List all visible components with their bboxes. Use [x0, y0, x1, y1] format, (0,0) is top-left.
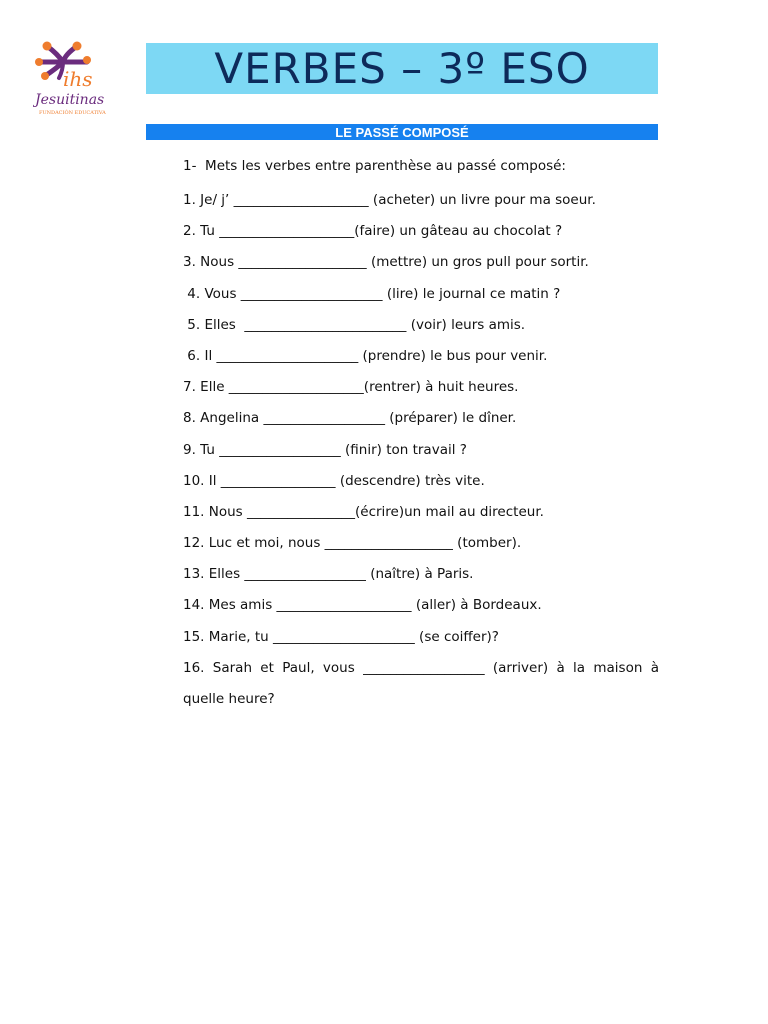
exercise-item: 3. Nous ___________________ (mettre) un gros pull pour sortir. [183, 254, 589, 271]
exercise-item: 7. Elle ____________________(rentrer) à huit heures. [183, 379, 519, 396]
svg-text:Jesuitinas: Jesuitinas [35, 92, 105, 108]
exercise-item: 2. Tu ____________________(faire) un gâteau au chocolat ? [183, 223, 563, 240]
exercise-item: 5. Elles ________________________ (voir) leurs amis. [183, 316, 526, 333]
section-title: LE PASSÉ COMPOSÉ [335, 124, 469, 140]
school-logo [33, 36, 111, 116]
logo-emblem-icon [33, 36, 111, 116]
exercise-item: 8. Angelina __________________ (préparer) le dîner. [183, 410, 517, 427]
exercise-item: 11. Nous ________________(écrire)un mail au directeur. [183, 503, 544, 520]
exercise-item: 6. Il _____________________ (prendre) le bus pour venir. [183, 347, 548, 364]
title-banner [146, 43, 658, 94]
section-banner [146, 124, 658, 140]
exercise-item: 13. Elles __________________ (naître) à Paris. [183, 566, 474, 583]
exercise-item: 15. Marie, tu _____________________ (se coiffer)? [183, 628, 499, 645]
exercise-item: 12. Luc et moi, nous ___________________ (tomber). [183, 535, 522, 552]
page-title: VERBES – 3º ESO [214, 43, 590, 93]
svg-text:ihs: ihs [63, 67, 93, 91]
exercise-item: 10. Il _________________ (descendre) très vite. [183, 472, 485, 489]
svg-text:FUNDACIÓN EDUCATIVA: FUNDACIÓN EDUCATIVA [39, 110, 106, 116]
exercise-item: 9. Tu __________________ (finir) ton travail ? [183, 441, 467, 458]
exercise-item: 4. Vous _____________________ (lire) le journal ce matin ? [183, 285, 561, 302]
exercise-item: 1. Je/ j’ ____________________ (acheter) un livre pour ma soeur. [183, 192, 596, 208]
exercise-instruction: 1- Mets les verbes entre parenthèse au passé composé: [183, 158, 566, 174]
exercise-item: 14. Mes amis ____________________ (aller) à Bordeaux. [183, 597, 542, 614]
exercise-list [183, 191, 659, 715]
exercise-item: 16. Sarah et Paul, vous __________________ (arriver) à la maison à quelle heure? [183, 659, 659, 708]
